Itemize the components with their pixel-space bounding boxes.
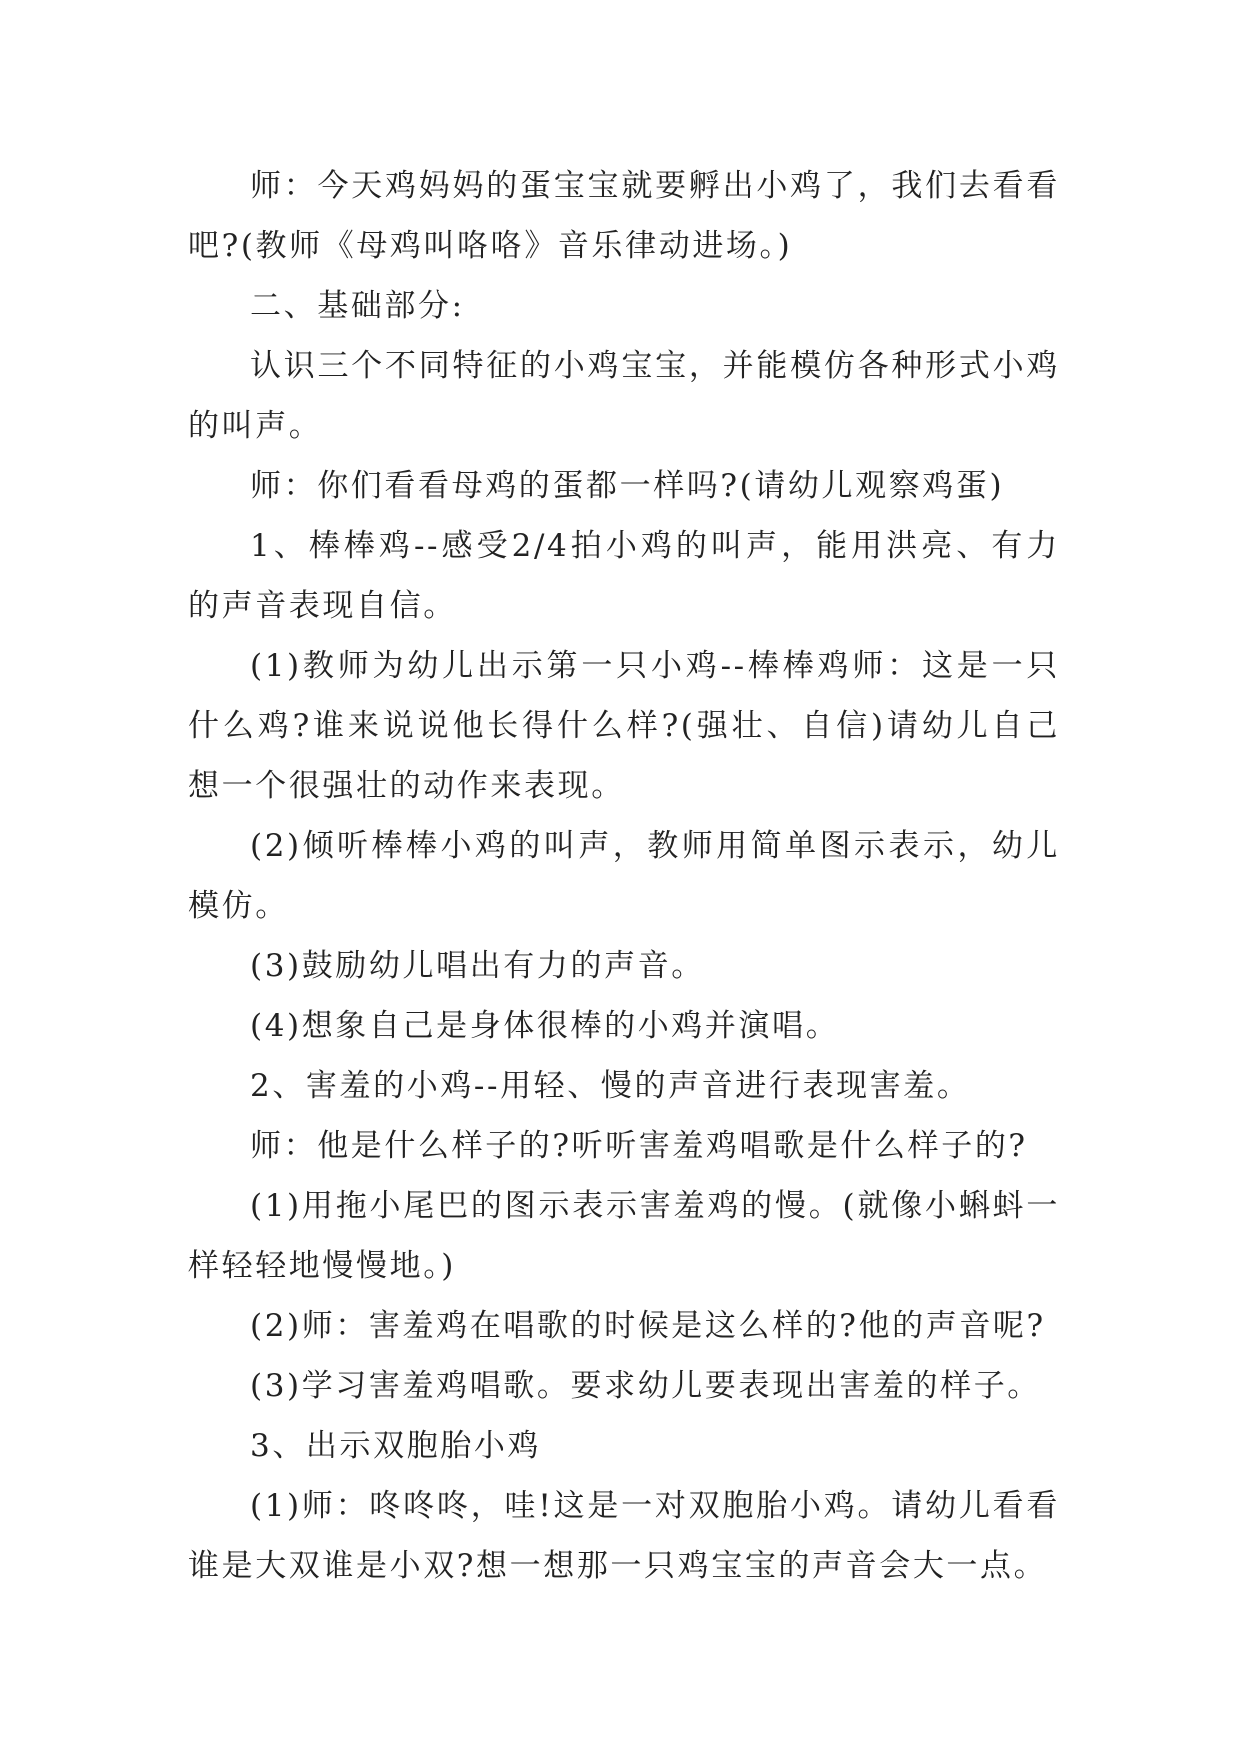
item-1-step-3: (3)鼓励幼儿唱出有力的声音。 (250, 948, 705, 984)
item-2-step-1: (1)用拖小尾巴的图示表示害羞鸡的慢。(就像小蝌蚪一样轻轻地慢慢地。) (188, 1188, 1060, 1284)
document-body (188, 156, 1060, 1596)
item-1-step-2: (2)倾听棒棒小鸡的叫声，教师用简单图示表示，幼儿模仿。 (188, 828, 1060, 924)
paragraph-3: 认识三个不同特征的小鸡宝宝，并能模仿各种形式小鸡的叫声。 (188, 348, 1060, 444)
item-2-heading: 2、害羞的小鸡--用轻、慢的声音进行表现害羞。 (250, 1068, 971, 1104)
item-3-heading: 3、出示双胞胎小鸡 (250, 1428, 542, 1464)
item-2-step-2: (2)师：害羞鸡在唱歌的时候是这么样的?他的声音呢? (250, 1308, 1046, 1344)
item-1-step-1: (1)教师为幼儿出示第一只小鸡--棒棒鸡师：这是一只什么鸡?谁来说说他长得什么样?(强壮、自信)请幼儿自己想一个很强壮的动作来表现。 (188, 648, 1060, 804)
paragraph-1: 师：今天鸡妈妈的蛋宝宝就要孵出小鸡了，我们去看看吧?(教师《母鸡叫咯咯》音乐律动进场。) (188, 168, 1060, 264)
item-3-step-1: (1)师：咚咚咚，哇!这是一对双胞胎小鸡。请幼儿看看谁是大双谁是小双?想一想那一只鸡宝宝的声音会大一点。 (188, 1488, 1060, 1584)
item-1-step-4: (4)想象自己是身体很棒的小鸡并演唱。 (250, 1008, 840, 1044)
item-2-question: 师：他是什么样子的?听听害羞鸡唱歌是什么样子的? (250, 1128, 1028, 1164)
item-1-heading: 1、棒棒鸡--感受2/4拍小鸡的叫声，能用洪亮、有力的声音表现自信。 (188, 528, 1060, 624)
item-2-step-3: (3)学习害羞鸡唱歌。要求幼儿要表现出害羞的样子。 (250, 1368, 1041, 1404)
paragraph-4: 师：你们看看母鸡的蛋都一样吗?(请幼儿观察鸡蛋) (250, 468, 1005, 504)
section-heading-basic-part: 二、基础部分: (250, 288, 465, 324)
